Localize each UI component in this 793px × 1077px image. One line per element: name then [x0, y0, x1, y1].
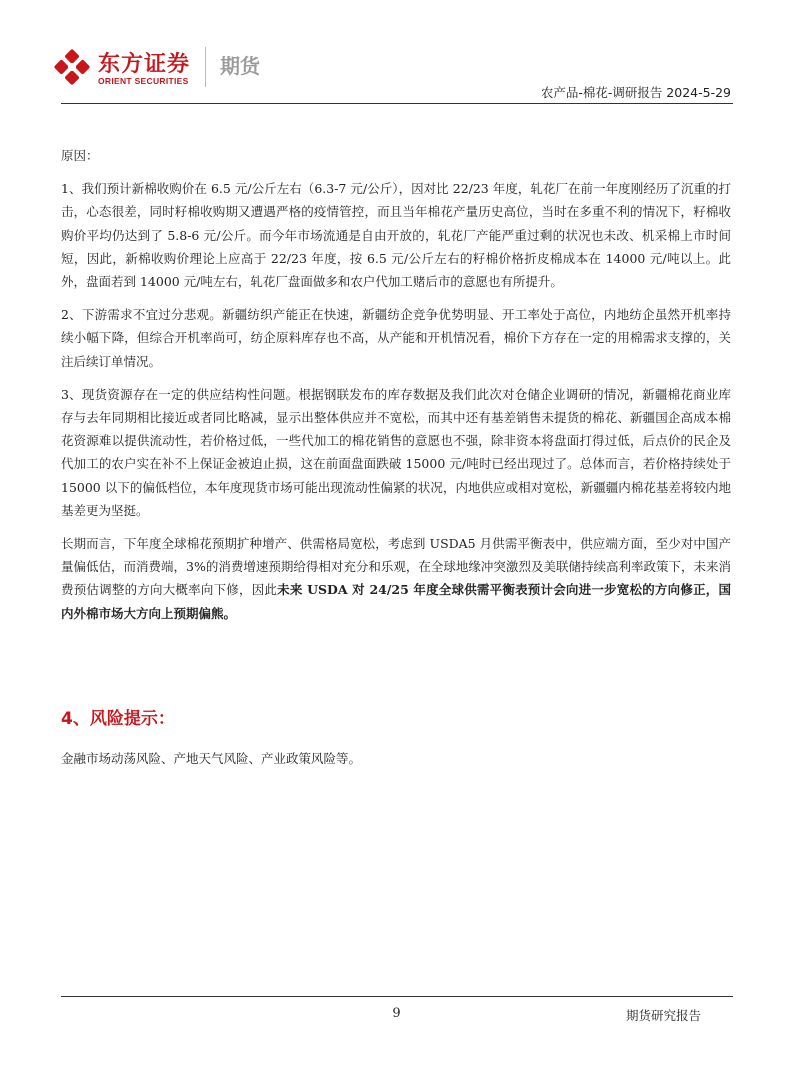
paragraph-3: 3、现货资源存在一定的供应结构性问题。根据钢联发布的库存数据及我们此次对仓储企业调研的情况，新疆棉花商业库存与去年同期相比接近或者同比略减，显示出整体供应并不宽松，而其中还有基差销售未提货的棉花、新疆国企高成本棉花资源难以提供流动性，若价格过低，一些代加工的棉花销售的意愿也不强，除非资本将盘面打得过低，后点价的民企及代加工的农户实在补不上保证金被迫止损，这在前面盘面跌破 15000 元/吨时已经出现过了。总体而言，若价格持续处于 15000 以下的偏低档位，本年度现货市场可能出现流动性偏紧的状况，内地供应或相对宽松，新疆疆内棉花基差将较内地基差更为坚挺。	[61, 386, 731, 518]
main-content	[61, 144, 731, 635]
footer-label: 期货研究报告	[625, 1008, 701, 1023]
risk-text: 金融市场动荡风险、产地天气风险、产业政策风险等。	[61, 751, 362, 766]
header-divider	[61, 103, 733, 104]
footer-divider	[61, 996, 733, 997]
section-title-risk: 4、风险提示：	[61, 709, 175, 729]
reason-label: 原因：	[61, 148, 99, 163]
page-header	[0, 0, 793, 110]
brand-divider	[205, 47, 206, 87]
paragraph-4-text: 长期而言，下年度全球棉花预期扩种增产、供需格局宽松，考虑到 USDA5 月供需平衡表中，供应端方面，至少对中国产量偏低估，而消费端，3%的消费增速预期给得相对充分和乐观，在全球地缘冲突激烈及美联储持续高利率政策下，未来消费预估调整的方向大概率向下修，因此	[61, 536, 731, 598]
brand-subtitle: 期货	[220, 54, 260, 78]
orient-securities-logo-icon	[50, 45, 94, 89]
paragraph-2: 2、下游需求不宜过分悲观。新疆纺织产能正在快速，新疆纺企竞争优势明显、开工率处于高位，内地纺企虽然开机率持续小幅下降，但综合开机率尚可，纺企原料库存也不高，从产能和开机情况看，棉价下方存在一定的用棉需求支撑的，关注后续订单情况。	[61, 307, 731, 369]
brand-name-en: ORIENT SECURITIES	[98, 76, 189, 86]
paragraph-1: 1、我们预计新棉收购价在 6.5 元/公斤左右（6.3-7 元/公斤），因对比 22/23 年度，轧花厂在前一年度刚经历了沉重的打击，心态很差，同时籽棉收购期又遭遇严格的疫情管控，而且当年棉花产量历史高位，当时在多重不利的情况下，籽棉收购价平均仍达到了 5.8-6 元/公斤。而今年市场流通是自由开放的，轧花厂产能严重过剩的状况也未改、机采棉上市时间短，因此，新棉收购价理论上应高于 22/23 年度，按 6.5 元/公斤左右的籽棉价格折皮棉成本在 14000 元/吨以上。此外，盘面若到 14000 元/吨左右，轧花厂盘面做多和农户代加工赌后市的意愿也有所提升。	[61, 181, 731, 290]
document-label: 农产品-棉花-调研报告 2024-5-29	[540, 85, 731, 100]
page-number: 9	[392, 1006, 401, 1021]
paragraph-4	[61, 532, 731, 625]
brand-name-cn: 东方证券	[98, 52, 191, 77]
paragraph-4-conclusion: 未来 USDA 对 24/25 年度全球供需平衡表预计会向进一步宽松的方向修正，国内外棉市场大方向上预期偏熊。	[61, 582, 731, 621]
